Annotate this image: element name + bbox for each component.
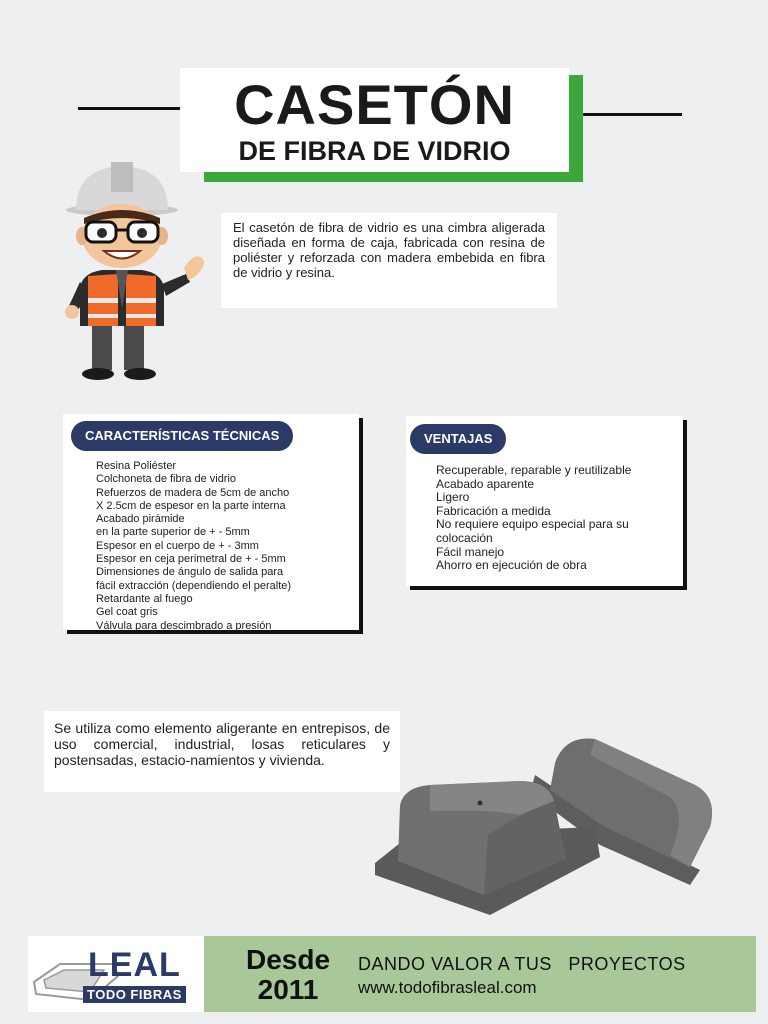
list-item: Resina Poliéster bbox=[96, 460, 177, 472]
list-item: Espesor en el cuerpo de + - 3mm bbox=[96, 539, 259, 552]
advantages-heading: VENTAJAS bbox=[410, 424, 506, 454]
page-subtitle: DE FIBRA DE VIDRIO bbox=[238, 136, 511, 166]
list-item: Ligero bbox=[436, 490, 470, 505]
list-item: No requiere equipo especial para su bbox=[436, 517, 629, 532]
logo-name: LEAL bbox=[88, 946, 181, 984]
intro-text: El casetón de fibra de vidrio es una cimbra aligerada diseñada en forma de caja, fabricada con resina de poliéster y reforzada con madera embebida en fibra de vidrio y resina. bbox=[233, 220, 545, 280]
list-item: Ahorro en ejecución de obra bbox=[436, 558, 587, 573]
list-item: Retardante al fuego bbox=[96, 592, 193, 605]
title-box bbox=[180, 68, 569, 172]
title-line-left bbox=[78, 107, 180, 110]
advantages-list bbox=[436, 464, 681, 573]
list-item: en la parte superior de + - 5mm bbox=[96, 526, 250, 539]
intro-text-box bbox=[221, 213, 557, 308]
list-item: Dimensiones de ángulo de salida para bbox=[96, 566, 284, 579]
list-item: Válvula para descimbrado a presión bbox=[96, 619, 272, 632]
list-item: Acabado pirámide bbox=[96, 513, 185, 526]
page-title: CASETÓN bbox=[234, 73, 515, 136]
list-item: colocación bbox=[436, 530, 493, 545]
title-line-right bbox=[582, 113, 682, 116]
worker-illustration bbox=[62, 158, 212, 383]
tech-card bbox=[63, 414, 359, 630]
caseton-product-image bbox=[370, 735, 720, 920]
tech-list bbox=[96, 460, 356, 633]
since-year: 2011 bbox=[257, 974, 319, 1005]
website-link[interactable]: www.todofibrasleal.com bbox=[358, 978, 537, 997]
usage-text-box bbox=[44, 711, 400, 792]
list-item: Gel coat gris bbox=[96, 606, 158, 619]
list-item: Recuperable, reparable y reutilizable bbox=[436, 463, 632, 477]
list-item: Refuerzos de madera de 5cm de ancho bbox=[96, 486, 290, 499]
since-label: Desde bbox=[245, 944, 331, 975]
list-item: Acabado aparente bbox=[436, 476, 535, 491]
list-item: Fabricación a medida bbox=[436, 503, 551, 518]
footer-banner bbox=[204, 936, 756, 1012]
list-item: Fácil manejo bbox=[436, 544, 505, 559]
logo-subtitle: TODO FIBRAS bbox=[83, 986, 186, 1003]
list-item: X 2.5cm de espesor en la parte interna bbox=[96, 499, 286, 512]
list-item: fácil extracción (dependiendo el peralte) bbox=[96, 579, 292, 592]
footer-logo-area bbox=[28, 936, 204, 1012]
usage-text: Se utiliza como elemento aligerante en entrepisos, de uso comercial, industrial, losas reticulares y postensadas, estacio-namientos y vivienda. bbox=[54, 720, 390, 768]
list-item: Colchoneta de fibra de vidrio bbox=[96, 473, 237, 486]
tech-heading: CARACTERÍSTICAS TÉCNICAS bbox=[71, 421, 293, 451]
tagline: DANDO VALOR A TUS PROYECTOS bbox=[358, 954, 686, 974]
advantages-card bbox=[406, 416, 683, 586]
list-item: Espesor en ceja perimetral de + - 5mm bbox=[96, 553, 286, 566]
